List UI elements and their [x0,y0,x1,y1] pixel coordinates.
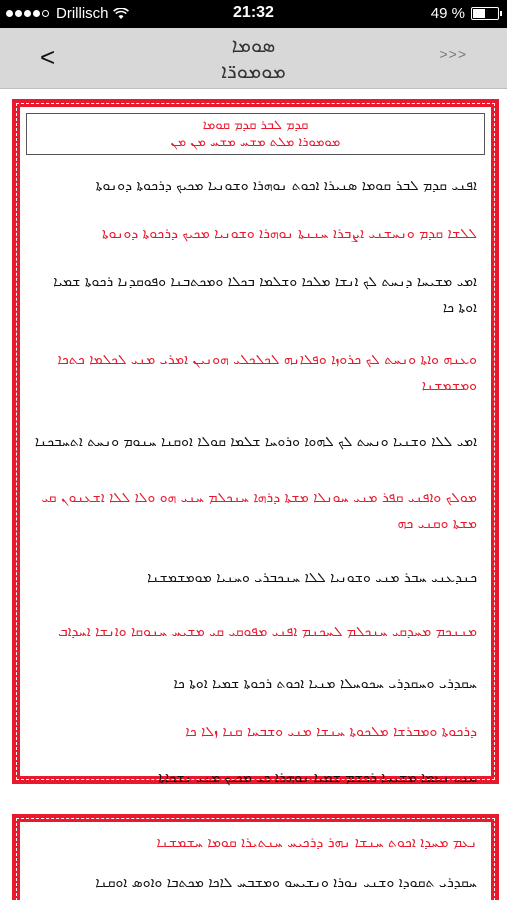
hymn-card [12,99,499,784]
verse-list [20,173,491,791]
verse-red: ܢܥܡ ܡܚܕܐ ܐܟܘܬ ܚܢܫܐ ܢܗܪ ܕܪܟܝܚ ܚܢܬܝܪܐ ܩܘܡܐ ܚܫܡܫܢܐ [156,835,477,851]
verse-list-next [20,822,491,896]
carrier-name: Drillisch [56,5,109,22]
content-scroll-area[interactable] [0,89,507,900]
verse-red: ܘܥܢܗ ܘܐܬܐ ܘܢܚܬ ܠܟ ܟܪܘܙܐ ܘܦܠܐܢܗ ܠܟܠܟܠܝ ܗܘܢܝܢ ܐܡܪܝ ܡܢܝ ܠܟܠܡܐ ܟܬܟܐ ܘܡܫܡܫܢܐ [57,352,477,394]
status-bar [0,0,507,28]
verse-red: ܕܪܟܘܬܐ ܘܡܒܪܫܐ ܡܠܟܘܬܐ ܚܢܫܐ ܡܢܝ ܘܫܒܚܐ ܩܢܐ ܙܠܐ ܟܐ [185,724,477,740]
verse-black: ܚܩܕܪܝ ܬܩܘܕܐ ܘܫܢܝ ܢܘܪܐ ܘܢܫܝܚܘ ܘܡܫܒܚ ܠܐܟܐ ܡܟܬܒܐ ܘܐܘܣ ܐܘܩܢܐ [95,875,477,891]
hymn-card-next [12,814,499,900]
battery-icon [471,7,499,20]
navigation-bar [0,28,507,89]
verse-red: ܡܢܢܟܡ ܡܚܕܩܝ ܚܢܟܠܡ ܠܚܟܢܡ ܐܦܢܝ ܡܦܘܩܝ ܩܝ ܡܫܝܚ ܚܢܘܩܐ ܘܐܢܫܐ ܐܚܕܐܒ [58,624,477,640]
next-button[interactable]: >>> [439,46,467,62]
hymn-header-line1: ܩܕܡ ܠܒܪ ܩܕܡ ܩܘܡܐ [202,118,309,133]
verse-black: ܐܡܝ ܠܠܐ ܘܫܢܝܐ ܘܢܚܬ ܠܟ ܠܗܘܐ ܘܪܘܚܐ ܫܠܡܐ ܩܘܠܐ ܐܘܩܢܐ ܚܢܘܡ ܘܢܚܬ ܐܬܚܒܟܢܐ [34,434,477,450]
page-title-line2: ܡܘܡܘܪ̈ܐ [221,59,286,83]
hymn-header [26,113,485,155]
hymn-header-line2: ܡܘܡܘܪܐ ܡܠܬ ܡܫܚ ܡܫܚ ܡܢ ܡܢ [170,135,341,150]
verse-black: ܐܡܝ ܡܫܝܚܐ ܕܢܚܬ ܠܟ ܐܢܫܐ ܡܠܟܐ ܘܫܠܡܐ ܒܟܠܐ ܘܡܟܬܒܢܐ ܘܦܘܩܕܢܐ ܪܟܘܬܐ ܫܡܝܐ ܐܘܬܐ ܟܐ [53,274,477,316]
page-title-line1: ܣܘܡܐ [231,33,276,57]
verse-black: ܚܩܕܪܝ ܘܚܩܕܪܝ ܚܟܘܚܠܐ ܡܢܝܐ ܐܟܘܬ ܪܟܘܬܐ ܫܡܝܐ ܐܘܬܐ ܟܐ [173,676,477,692]
verse-black: ܐܦܢܝ ܩܕܡ ܠܒܪ ܩܘܡܐ ܣܢܝܪܐ ܐܟܘܬ ܢܘܗܪܐ ܘܫܘܢܝܐ ܡܟܝܟ ܕܪܟܘܬܐ ܕܘܢܘܬܐ [95,178,477,194]
verse-black: ܟܢܕܥܢܝ ܚܒܪ ܡܢܝ ܘܫܘܢܝܐ ܠܠܐ ܚܢܟܒܪܝ ܘܚܢܝܐ ܡܘܡܫܡܫܢܐ [147,570,477,586]
verse-red: ܡܘܠܟ ܘܐܦܢܝ ܩܦܪ ܡܢܝ ܚܘܢܠܐ ܡܫܬܐ ܕܪܗܐ ܚܢܟܠܡ ܚܢܝ ܗܘ ܘܠܐ ܠܠܐ ܐܫܥܢܘܢ ܩܝ ܡܫܬܐ ܘܩܢܝ ܟܗ [41,490,477,532]
verse-black: ܚܢܝ ܢܥܡܐ ܡܫܝܚܐ ܪܟܫܡ ܫܡܝܐ ܢܘܗܪܐ ܟܝ ܡܟܝܟ ܡܢܝ ܢܫܟܐܬܐ [158,770,477,786]
status-time: 21:32 [233,4,274,21]
battery-level [473,9,485,18]
battery-area [431,5,499,22]
verse-red: ܠܠܫܐ ܩܕܡ ܘܢܚܫܢܝ ܐܨܒܪܐ ܚܢܢܬܐ ܢܘܗܪܐ ܘܫܘܢܝܐ ܡܟܝܟ ܕܪܟܘܬܐ ܕܘܢܘܬܐ [101,226,477,242]
page-title [0,32,507,84]
battery-percentage: 49 % [430,5,465,22]
back-button[interactable]: < [40,42,56,72]
